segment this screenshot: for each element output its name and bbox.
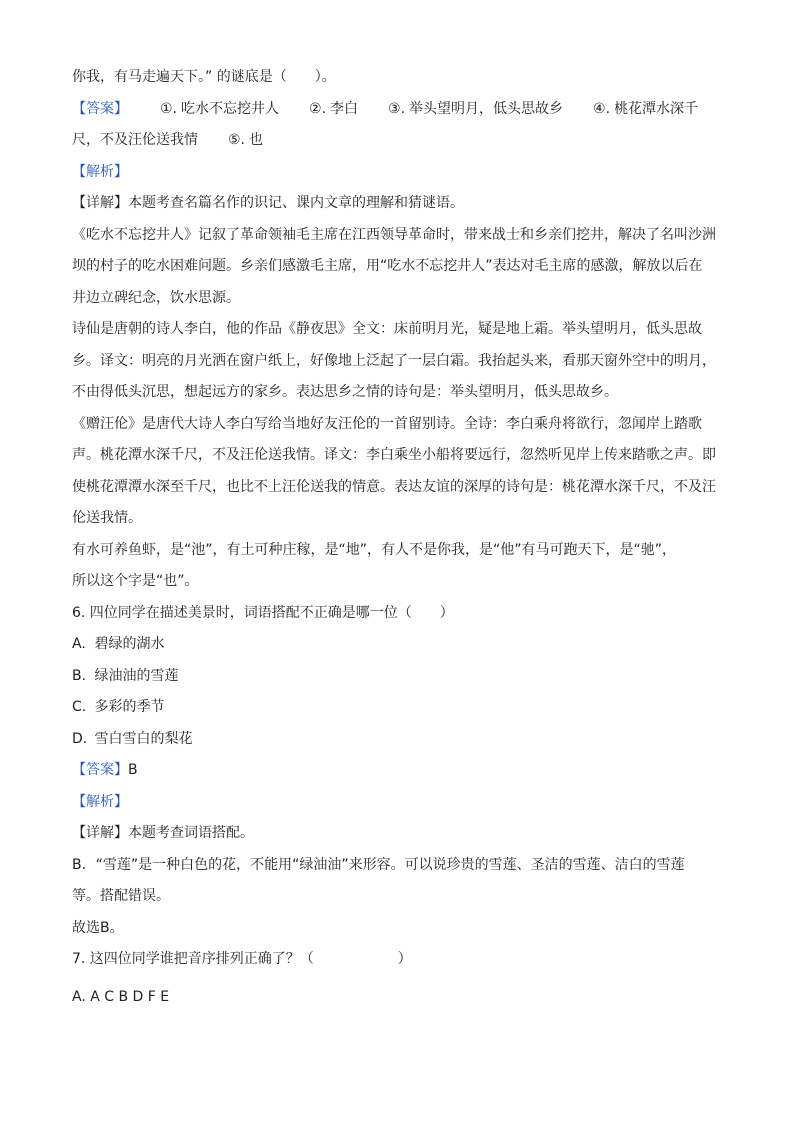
q6-option-d: D. 雪白雪白的梨花	[72, 730, 193, 747]
q5-paragraph-line: 声。桃花潭水深千尺，不及汪伦送我情。译文：李白乘坐小船将要远行，忽然听见岸上传来踏歌之声。即	[72, 447, 716, 463]
q5-answer-4: ④. 桃花潭水深千	[593, 100, 699, 117]
q5-analysis-tag: 【解析】	[72, 163, 128, 180]
q7-question: 7. 这四位同学谁把音序排列正确了？（ ）	[72, 951, 412, 967]
document-page	[72, 62, 722, 1013]
q5-answer-3: ③. 举头望明月，低头思故乡	[388, 100, 564, 117]
q6-analysis-tag: 【解析】	[72, 793, 128, 810]
q5-paragraph-line: 《赠汪伦》是唐代大诗人李白写给当地好友汪伦的一首留别诗。全诗：李白乘舟将欲行，忽闻岸上踏歌	[72, 415, 702, 432]
q5-answer-2: ②. 李白	[309, 100, 359, 117]
q6-answer: 【答案】B	[72, 762, 138, 778]
q5-paragraph-line: 诗仙是唐朝的诗人李白，他的作品《静夜思》全文：床前明月光，疑是地上霜。举头望明月，低头思故	[72, 321, 702, 337]
q5-paragraph-line: 所以这个字是“也”。	[72, 573, 199, 589]
intro-line: 你我，有马走遍天下。” 的谜底是（ ）。	[72, 69, 336, 85]
q6-option-b: B. 绿油油的雪莲	[72, 667, 179, 684]
q5-answer-1: ①. 吃水不忘挖井人	[160, 100, 280, 117]
q7-option-a: A. A C B D F E	[72, 988, 170, 1005]
q6-option-c: C. 多彩的季节	[72, 699, 165, 715]
q5-paragraph-line: 井边立碑纪念，饮水思源。	[72, 289, 240, 306]
q6-conclusion: 故选B。	[72, 919, 124, 936]
q6-question: 6. 四位同学在描述美景时，词语搭配不正确是哪一位（ ）	[72, 604, 454, 621]
q6-option-a: A. 碧绿的湖水	[72, 636, 165, 652]
q5-answer-tag: 【答案】	[72, 100, 128, 117]
q5-paragraph-line: 不由得低头沉思，想起远方的家乡。表达思乡之情的诗句是：举头望明月，低头思故乡。	[72, 384, 618, 400]
q6-explanation-line: 等。搭配错误。	[72, 888, 170, 904]
q5-paragraph-line: 使桃花潭潭水深至千尺，也比不上汪伦送我的情意。表达友谊的深厚的诗句是：桃花潭水深千尺，不及汪	[72, 478, 716, 495]
q5-paragraph-line: 乡。译文：明亮的月光洒在窗户纸上，好像地上泛起了一层白霜。我抬起头来，看那天窗外空中的明月，	[72, 352, 716, 369]
q5-paragraph-line: 《吃水不忘挖井人》记叙了革命领袖毛主席在江西领导革命时，带来战士和乡亲们挖井，解决了名叫沙洲	[72, 226, 716, 243]
q5-paragraph-line: 伦送我情。	[72, 510, 142, 526]
q6-explanation-line: B．“雪莲”是一种白色的花，不能用“绿油油”来形容。可以说珍贵的雪莲、圣洁的雪莲、洁白的雪莲	[72, 856, 685, 873]
q5-answer-row	[72, 94, 722, 126]
q5-paragraph-line: 有水可养鱼虾，是“池”，有土可种庄稼，是“地”，有人不是你我，是“他”有马可跑天下，是“驰”，	[72, 541, 677, 558]
q5-paragraph-line: 坝的村子的吃水困难问题。乡亲们感激毛主席，用“吃水不忘挖井人”表达对毛主席的感激，解放以后在	[72, 258, 703, 274]
q5-detail: 【详解】本题考查名篇名作的识记、课内文章的理解和猜谜语。	[72, 195, 464, 211]
q5-answer-5: ⑤. 也	[228, 132, 264, 148]
q6-detail: 【详解】本题考查词语搭配。	[72, 825, 254, 841]
q5-answer-line-2: 尺，不及汪伦送我情 ⑤. 也	[72, 125, 722, 157]
